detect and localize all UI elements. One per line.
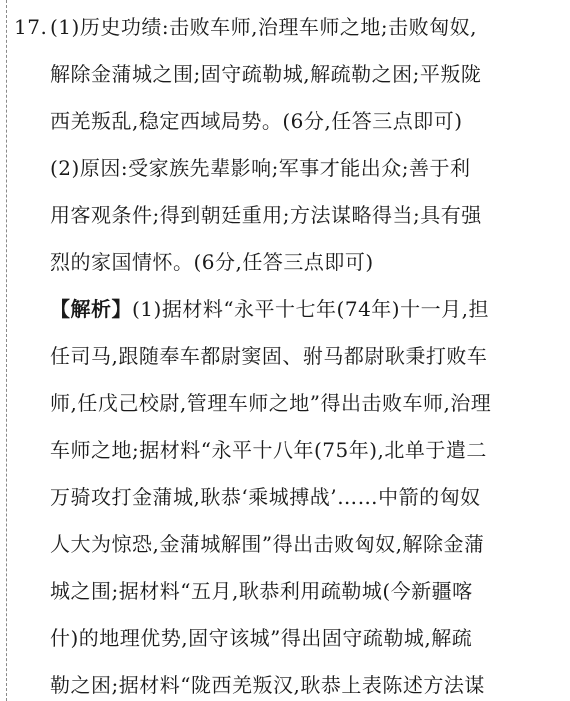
analysis-line: 城之围;据材料“五月,耿恭利用疏勒城(今新疆喀 xyxy=(50,579,473,603)
part2-line-2: 用客观条件;得到朝廷重用;方法谋略得当;具有强 xyxy=(50,203,482,227)
part1-line-3: 西羌叛乱,稳定西域局势。(6分,任答三点即可) xyxy=(50,109,463,133)
analysis-line: 车师之地;据材料“永平十八年(75年),北单于遣二 xyxy=(50,438,487,462)
analysis-line: 人大为惊恐,金蒲城解围”得出击败匈奴,解除金蒲 xyxy=(50,532,485,556)
question-number: 17. xyxy=(14,15,48,39)
analysis-line: 师,任戊己校尉,管理车师之地”得出击败车师,治理 xyxy=(50,391,492,415)
part1-line-1: (1)历史功绩:击败车师,治理车师之地;击败匈奴, xyxy=(50,15,478,39)
left-dashed-margin-line xyxy=(6,0,7,701)
analysis-line: 什)的地理优势,固守该城”得出固守疏勒城,解疏 xyxy=(50,626,473,650)
analysis-label: 【解析】 xyxy=(50,297,132,321)
analysis-first-line xyxy=(50,296,489,322)
part2-line-3: 烈的家国情怀。(6分,任答三点即可) xyxy=(50,250,374,274)
analysis-line: 勒之困;据材料“陇西羌叛汉,耿恭上表陈述方法谋 xyxy=(50,673,485,697)
analysis-first-line-text: (1)据材料“永平十七年(74年)十一月,担 xyxy=(132,297,489,321)
part2-line-1: (2)原因:受家族先辈影响;军事才能出众;善于利 xyxy=(50,156,471,180)
analysis-line: 任司马,跟随奉车都尉窦固、驸马都尉耿秉打败车 xyxy=(50,344,488,368)
analysis-line: 万骑攻打金蒲城,耿恭‘乘城搏战’……中箭的匈奴 xyxy=(50,485,481,509)
part1-line-2: 解除金蒲城之围;固守疏勒城,解疏勒之困;平叛陇 xyxy=(50,62,482,86)
